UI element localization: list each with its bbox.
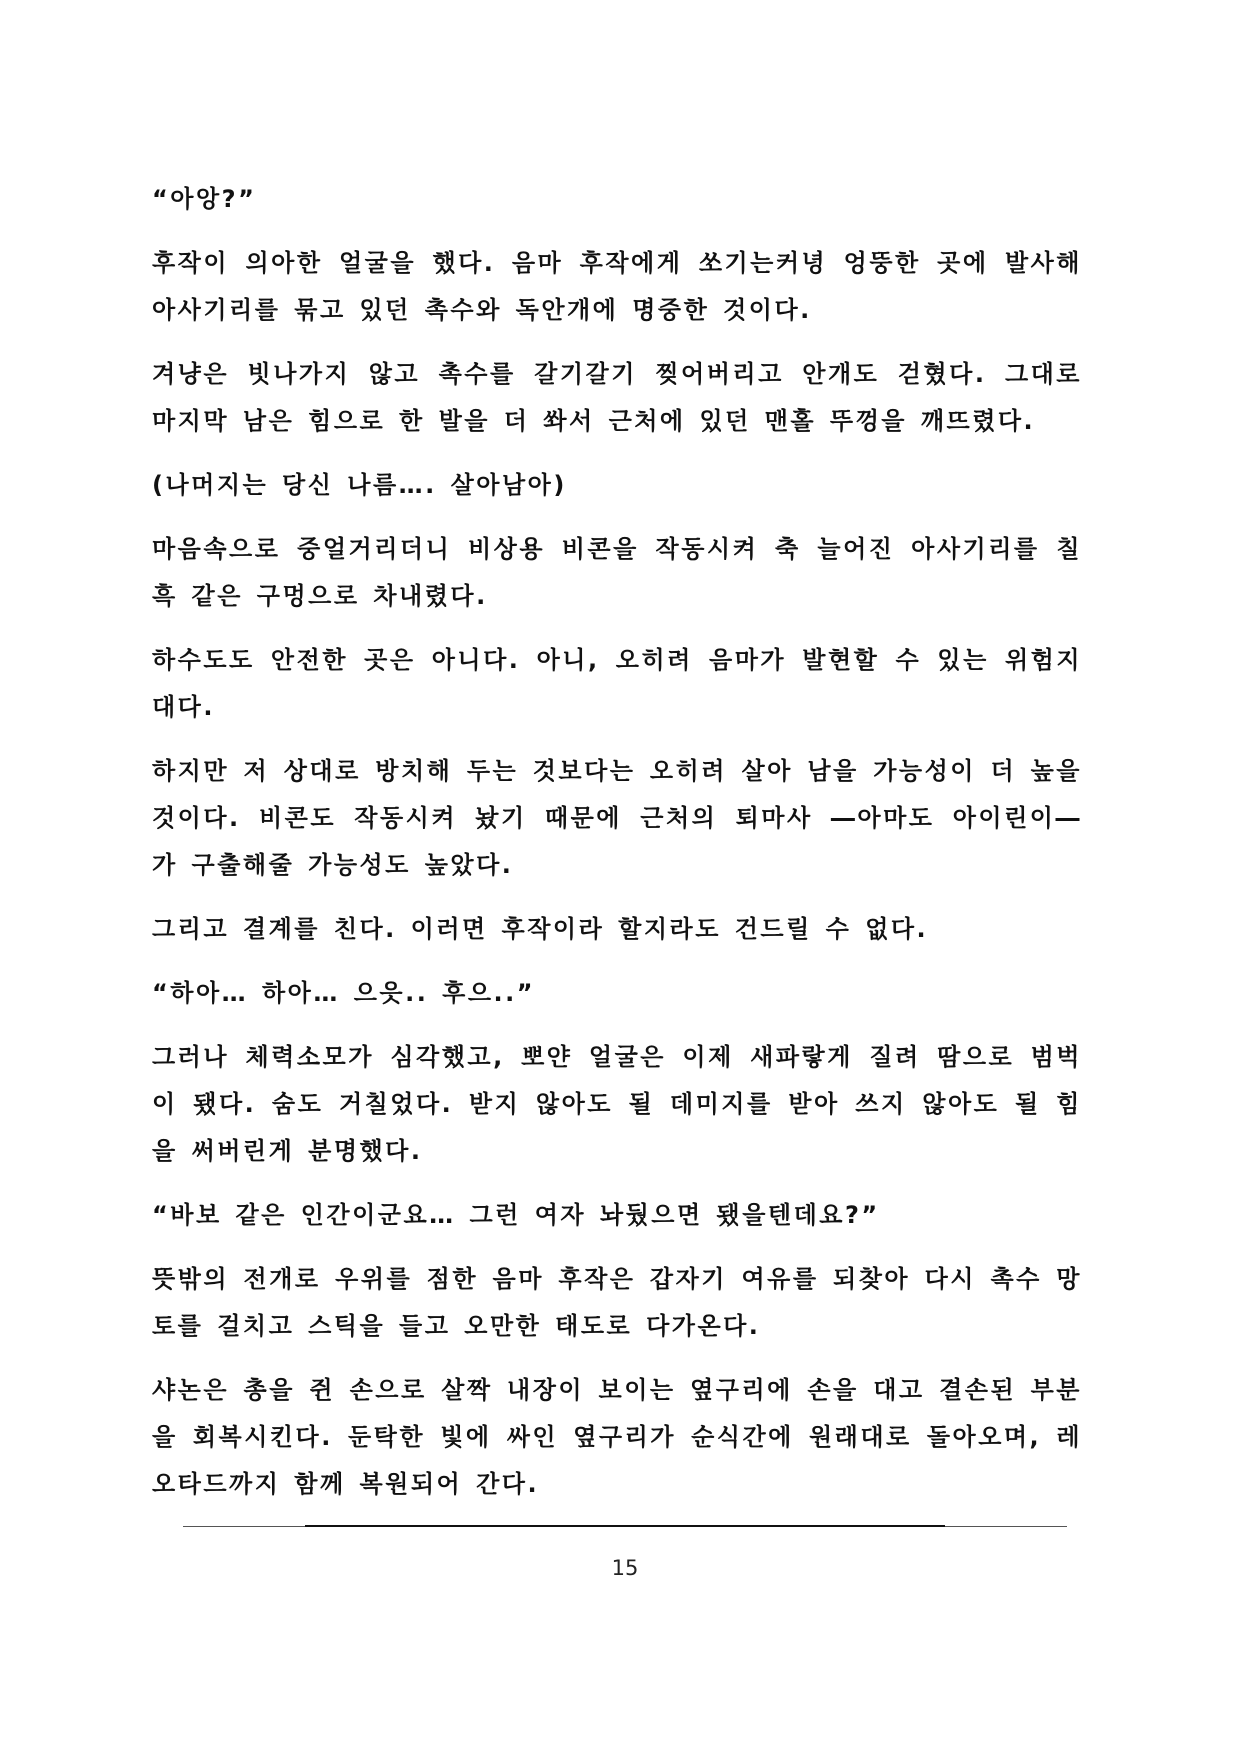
paragraph: 하지만 저 상대로 방치해 두는 것보다는 오히려 살아 남을 가능성이 더 높을 것이다. 비콘도 작동시켜 놨기 때문에 근처의 퇴마사 ―아마도 아이린이― 가 구출해줄 가능성도 높았다. <box>152 757 1082 879</box>
paragraph: 마음속으로 중얼거리더니 비상용 비콘을 작동시켜 축 늘어진 아사기리를 칠흑 같은 구멍으로 차내렸다. <box>152 535 1082 610</box>
paragraph: 겨냥은 빗나가지 않고 촉수를 갈기갈기 찢어버리고 안개도 걷혔다. 그대로 마지막 남은 힘으로 한 발을 더 쏴서 근처에 있던 맨홀 뚜껑을 깨뜨렸다. <box>152 360 1082 435</box>
paragraph: 하수도도 안전한 곳은 아니다. 아니, 오히려 음마가 발현할 수 있는 위험지대다. <box>152 646 1082 721</box>
paragraph-aside: (나머지는 당신 나름…. 살아남아) <box>152 471 567 499</box>
paragraph-quote-fool: “바보 같은 인간이군요… 그런 여자 놔뒀으면 됐을텐데요?” <box>152 1201 880 1229</box>
page-number: 15 <box>611 1556 639 1580</box>
paragraph: 그리고 결계를 친다. 이러면 후작이라 할지라도 건드릴 수 없다. <box>152 915 929 943</box>
body-text <box>152 176 1082 1525</box>
paragraph: 샤논은 총을 쥔 손으로 살짝 내장이 보이는 옆구리에 손을 대고 결손된 부분을 회복시킨다. 둔탁한 빛에 싸인 옆구리가 순식간에 원래대로 돌아오며, 레오타드까지 함께 복원되어 간다. <box>152 1376 1082 1498</box>
paragraph-quote-breath: “하아… 하아… 으읏.. 후으..” <box>152 979 536 1007</box>
paragraph-quote-aang: “아앙?” <box>152 185 257 213</box>
paragraph: 그러나 체력소모가 심각했고, 뽀얀 얼굴은 이제 새파랗게 질려 땀으로 범벅이 됐다. 숨도 거칠었다. 받지 않아도 될 데미지를 받아 쓰지 않아도 될 힘을 써버린게 분명했다. <box>152 1043 1082 1165</box>
paragraph: 뜻밖의 전개로 우위를 점한 음마 후작은 갑자기 여유를 되찾아 다시 촉수 망토를 걸치고 스틱을 들고 오만한 태도로 다가온다. <box>152 1265 1082 1340</box>
footer-divider-accent <box>305 1525 945 1527</box>
paragraph: 후작이 의아한 얼굴을 했다. 음마 후작에게 쏘기는커녕 엉뚱한 곳에 발사해 아사기리를 묶고 있던 촉수와 독안개에 명중한 것이다. <box>152 249 1082 324</box>
